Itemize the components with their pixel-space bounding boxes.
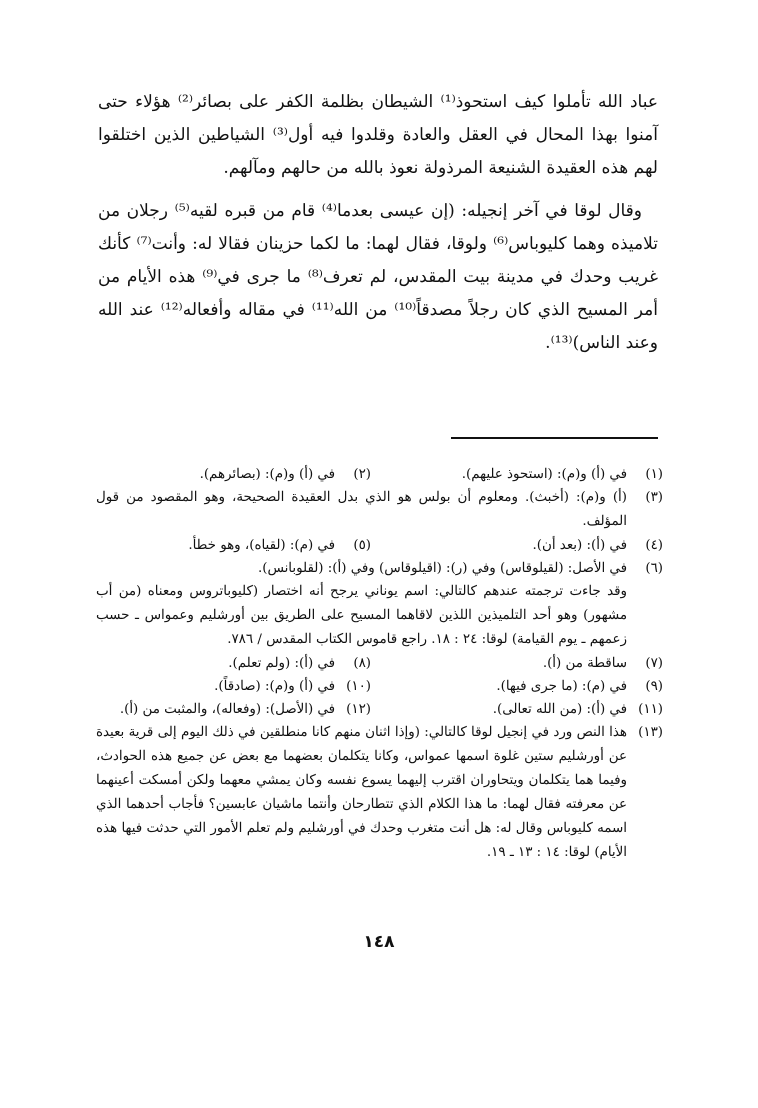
footnote-text-2: في (أ) و(م): (بصائرهم). <box>199 467 335 482</box>
footnotes <box>96 463 663 865</box>
footnote-text-10: في (أ) و(م): (صادقاً). <box>214 679 335 694</box>
footnote-text-3: (أ) و(م): (أخبث). ومعلوم أن بولس هو الذي بدل العقيدة الصحيحة، وهو المقصود من قول المؤلف. <box>96 490 627 529</box>
footnote-number-5: (٥) <box>353 538 371 553</box>
footnote-number-8: (٨) <box>353 656 371 671</box>
footnote-text-1: في (أ) و(م): (استحوذ عليهم). <box>461 467 627 482</box>
footnote-row-13 <box>96 721 663 865</box>
footnote-text-6: في الأصل: (لقيلوقاس) وفي (ر): (اقيلوقاس) وفي (أ): (لقلوبانس). <box>258 561 627 576</box>
footnote-number-2: (٢) <box>353 467 371 482</box>
footnote-text-9: في (م): (ما جرى فيها). <box>496 679 627 694</box>
footnote-number-10: (١٠) <box>346 679 371 694</box>
footnote-text-12: في (الأصل): (وفعاله)، والمثبت من (أ). <box>119 702 335 717</box>
footnote-text-5: في (م): (لقياه)، وهو خطأ. <box>188 538 335 553</box>
footnote-row-11-12 <box>96 698 663 721</box>
footnote-row-7-8 <box>96 652 663 675</box>
footnote-text-13: هذا النص ورد في إنجيل لوقا كالتالي: (وإذا اثنان منهم كانا منطلقين في ذلك اليوم إلى قرية بعيدة عن أورشليم ستين غلوة اسمها عمواس، وكانا يتكلمان بعضهما مع بعض عن جميع هذه الحوادث، وفيما هما يتكلمان ويتحاوران اقترب إليهما يسوع نفسه وكان يمشي معهما ولكن أمسكت أعينهما عن معرفته فقال لهما: ما هذا الكلام الذي تتطارحان وأنتما ماشيان عابسين؟ فأجاب أحدهما الذي اسمه كليوباس وقال له: هل أنت متغرب وحدك في أورشليم ولم تعلم الأمور التي حدثت فيها هذه الأيام) لوقا: ١٤ : ١٣ ـ ١٩. <box>96 725 627 860</box>
footnote-separator <box>451 437 658 439</box>
footnote-row-6 <box>96 557 663 652</box>
main-paragraph-2: وقال لوقا في آخر إنجيله: (إن عيسى بعدما⁽⁴⁾ قام من قبره لقيه⁽⁵⁾ رجلان من تلاميذه وهما كليوباس⁽⁶⁾ ولوقا، فقال لهما: ما لكما حزينان فقالا له: وأنت⁽⁷⁾ كأنك غريب وحدك في مدينة بيت المقدس، لم تعرف⁽⁸⁾ ما جرى في⁽⁹⁾ هذه الأيام من أمر المسيح الذي كان رجلاً مصدقاً⁽¹⁰⁾ من الله⁽¹¹⁾ في مقاله وأفعاله⁽¹²⁾ عند الله وعند الناس)⁽¹³⁾. <box>98 201 658 353</box>
footnote-number-3: (٣) <box>645 490 663 505</box>
footnote-number-4: (٤) <box>645 538 663 553</box>
footnote-text-7: ساقطة من (أ). <box>542 656 627 671</box>
footnote-row-9-10 <box>96 675 663 698</box>
footnote-row-1-2 <box>96 463 663 486</box>
footnote-text-4: في (أ): (بعد أن). <box>532 538 627 553</box>
footnote-number-6: (٦) <box>645 561 663 576</box>
footnote-number-13: (١٣) <box>638 725 663 740</box>
page-number: ١٤٨ <box>363 932 395 952</box>
main-paragraph-1: عباد الله تأملوا كيف استحوذ⁽¹⁾ الشيطان بظلمة الكفر على بصائر⁽²⁾ هؤلاء حتى آمنوا بهذا المحال في العقل والعادة وقلدوا فيه أول⁽³⁾ الشياطين الذين اختلقوا لهم هذه العقيدة الشنيعة المرذولة نعوذ بالله من حالهم ومآلهم. <box>98 92 658 178</box>
footnote-number-11: (١١) <box>638 702 663 717</box>
footnote-text-6-detail: وقد جاءت ترجمته عندهم كالتالي: اسم يوناني يرجح أنه اختصار (كليوباتروس ومعناه (من أب مشهور) وهو أحد التلميذين اللذين لاقاهما المسيح على الطريق بين أورشليم وعمواس ـ حسب زعمهم ـ يوم القيامة) لوقا: ٢٤ : ١٨. راجع قاموس الكتاب المقدس / ٧٨٦. <box>96 584 627 647</box>
main-text <box>98 86 658 360</box>
footnote-row-3 <box>96 486 663 534</box>
footnote-row-4-5 <box>96 534 663 557</box>
footnote-number-7: (٧) <box>645 656 663 671</box>
footnote-number-9: (٩) <box>645 679 663 694</box>
footnote-number-12: (١٢) <box>346 702 371 717</box>
footnote-text-8: في (أ): (ولم تعلم). <box>228 656 335 671</box>
footnote-number-1: (١) <box>645 467 663 482</box>
footnote-text-11: في (أ): (من الله تعالى). <box>492 702 627 717</box>
